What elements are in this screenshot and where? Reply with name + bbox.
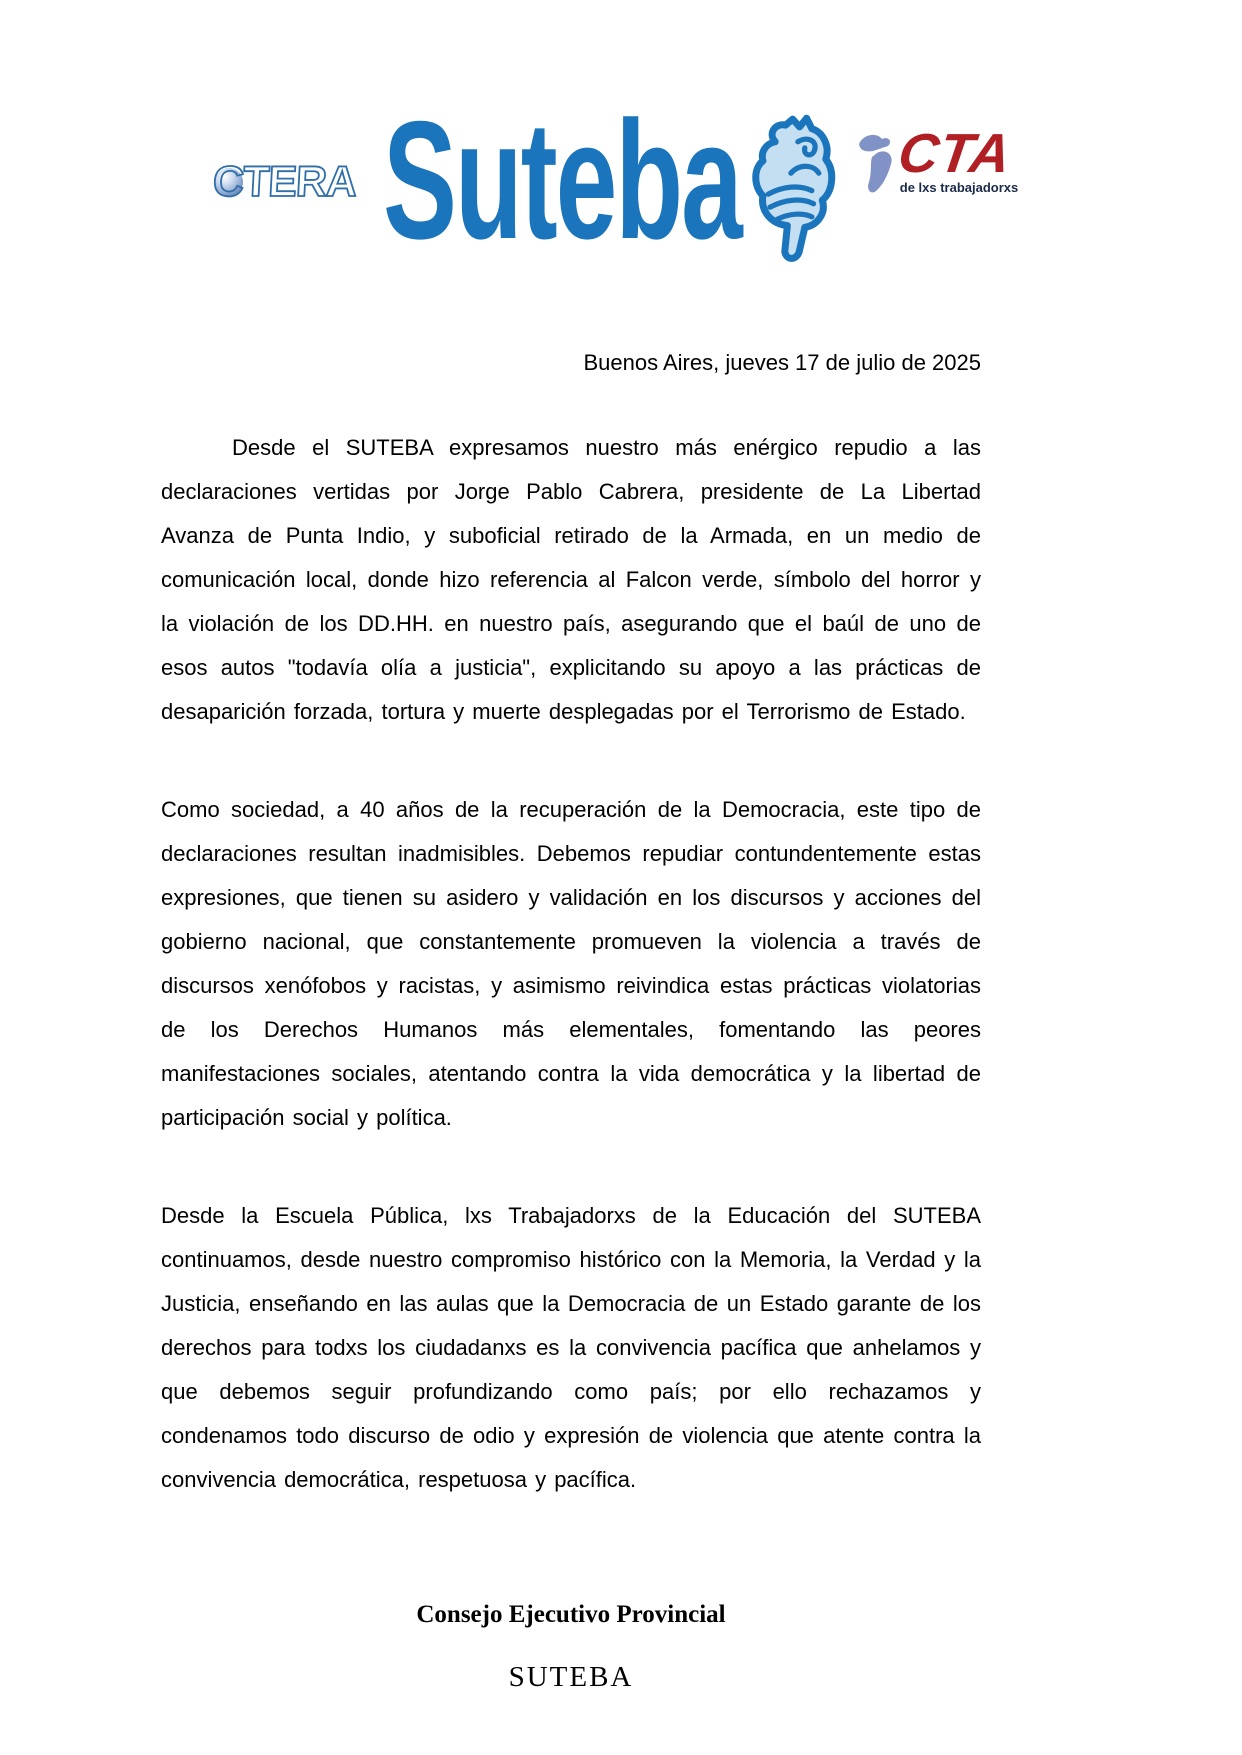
letter-body xyxy=(161,426,981,1556)
cta-logo xyxy=(851,122,1021,205)
cta-wordmark: CTA xyxy=(894,122,1016,184)
paragraph-sociedad: Como sociedad, a 40 años de la recuperación de la Democracia, este tipo de declaraciones resultan inadmisibles. Debemos repudiar contundentemente estas expresiones, que tienen su asidero y validación en los discursos y acciones del gobierno nacional, que constantemente promueven la violencia a través de discursos xenófobos y racistas, y asimismo reivindica estas prácticas violatorias de los Derechos Humanos más elementales, fomentando las peores manifestaciones sociales, atentando contra la vida democrática y la libertad de participación social y política. xyxy=(161,797,981,1130)
cta-subtext: de lxs trabajadorxs xyxy=(899,180,1019,195)
cta-logo-row xyxy=(851,122,1021,184)
header-logo-band xyxy=(0,0,1242,300)
signature-org-name: SUTEBA xyxy=(508,1661,634,1693)
ctera-wordmark: CTERA xyxy=(211,158,358,206)
ctera-logo xyxy=(213,158,373,218)
date-line: Buenos Aires, jueves 17 de julio de 2025 xyxy=(583,350,981,375)
paragraph-escuela-publica: Desde la Escuela Pública, lxs Trabajadorxs de la Educación del SUTEBA continuamos, desde nuestro compromiso histórico con la Memoria, la Verdad y la Justicia, enseñando en las aulas que la Democracia de un Estado garante de los derechos para todxs los ciudadanxs es la convivencia pacífica que anhelamos y que debemos seguir profundizando como país; por ello rechazamos y condenamos todo discurso de odio y expresión de violencia que atente contra la convivencia democrática, respetuosa y pacífica. xyxy=(161,1203,981,1492)
signature-block xyxy=(161,1600,981,1694)
paragraph-repudio: Desde el SUTEBA expresamos nuestro más enérgico repudio a las declaraciones vertidas por Jorge Pablo Cabrera, presidente de La Libertad Avanza de Punta Indio, y suboficial retirado de la Armada, en un medio de comunicación local, donde hizo referencia al Falcon verde, símbolo del horror y la violación de los DD.HH. en nuestro país, asegurando que el baúl de uno de esos autos "todavía olía a justicia", explicitando su apoyo a las prácticas de desaparición forzada, tortura y muerte desplegadas por el Terrorismo de Estado. xyxy=(161,435,981,724)
suteba-logo xyxy=(383,86,763,276)
signature-body-name: Consejo Ejecutivo Provincial xyxy=(416,1601,726,1628)
buenos-aires-map-hand-icon xyxy=(742,104,838,286)
suteba-wordmark: Suteba xyxy=(383,86,741,274)
